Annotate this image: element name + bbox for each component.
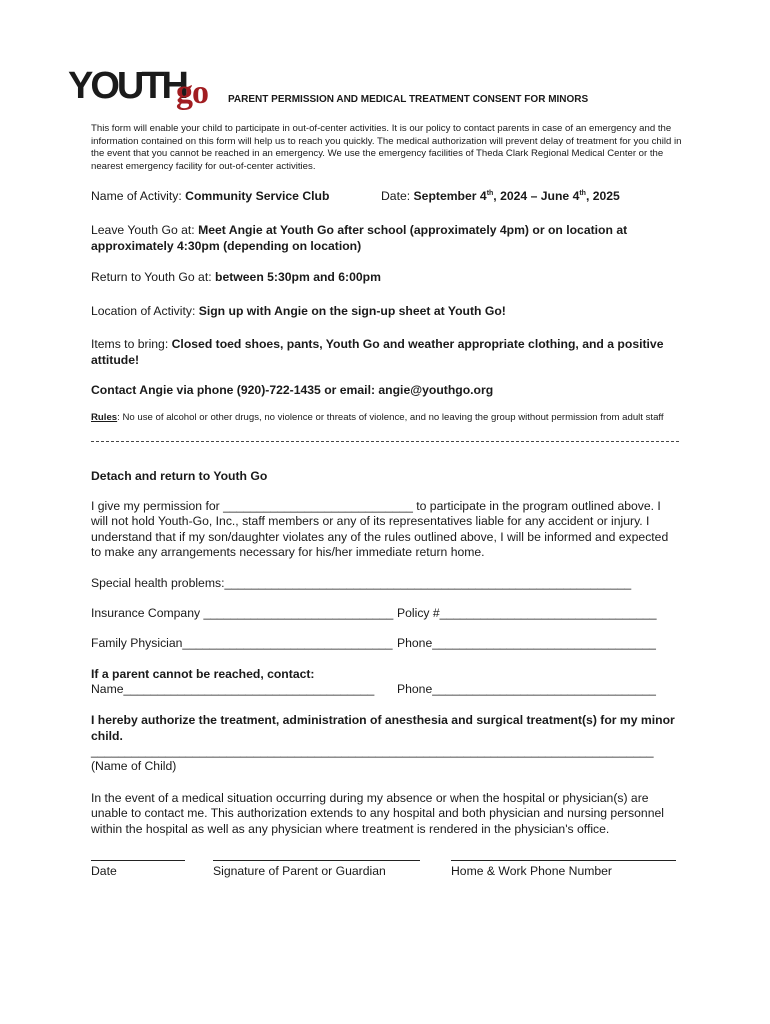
guardian-signature-line[interactable]: [213, 860, 420, 861]
physician-phone-field[interactable]: Phone_________________________________: [397, 636, 656, 650]
location-label: Location of Activity:: [91, 304, 196, 318]
emergency-contact-name-field[interactable]: Name_____________________________________: [91, 682, 375, 696]
policy-number-field[interactable]: Policy #________________________________: [397, 606, 657, 620]
date-label: Date: [91, 864, 117, 878]
home-work-phone-label: Home & Work Phone Number: [451, 864, 612, 878]
return-value: between 5:30pm and 6:00pm: [215, 270, 381, 284]
location-line: [91, 303, 506, 319]
contact-line: Contact Angie via phone (920)-722-1435 or email: angie@youthgo.org: [91, 383, 494, 397]
items-label: Items to bring:: [91, 337, 169, 351]
activity-name-value: Community Service Club: [185, 189, 330, 203]
family-physician-field[interactable]: Family Physician_______________________________: [91, 636, 393, 650]
date-end-sup: th: [579, 189, 586, 197]
child-name-label: (Name of Child): [91, 759, 177, 773]
form-title: PARENT PERMISSION AND MEDICAL TREATMENT CONSENT FOR MINORS: [228, 94, 589, 105]
date-signature-line[interactable]: [91, 860, 185, 861]
date-start-sup: th: [486, 189, 494, 197]
rules-text: : No use of alcohol or other drugs, no violence or threats of violence, and no leaving the group without permission from adult staff: [117, 412, 664, 423]
date-start: September 4: [413, 189, 487, 203]
detach-divider: [91, 441, 679, 442]
emergency-contact-heading: If a parent cannot be reached, contact:: [91, 667, 315, 681]
leave-value: Meet Angie at Youth Go after school (approximately 4pm) or on location at approximately 4:30pm (depending on location): [91, 223, 628, 253]
youthgo-logo: [68, 66, 218, 110]
date-mid: , 2024 – June 4: [493, 189, 580, 203]
activity-date-line: [381, 188, 620, 204]
insurance-company-field[interactable]: Insurance Company ____________________________: [91, 606, 394, 620]
location-value: Sign up with Angie on the sign-up sheet at Youth Go!: [198, 304, 506, 318]
signature-label: Signature of Parent or Guardian: [213, 864, 386, 878]
emergency-contact-phone-field[interactable]: Phone_________________________________: [397, 682, 656, 696]
medical-situation-paragraph: In the event of a medical situation occurring during my absence or when the hospital or physician(s) are unable to contact me. This authorization extends to any hospital and both physician and nursing personnel within the hospital as well as any physician where treatment is rendered in the physician's office.: [91, 791, 664, 836]
items-line: [91, 336, 671, 368]
activity-name-label: Name of Activity:: [91, 189, 182, 203]
rules-paragraph: [91, 412, 691, 425]
activity-name-line: [91, 188, 329, 204]
authorization-statement: I hereby authorize the treatment, administration of anesthesia and surgical treatment(s) for my minor child.: [91, 713, 675, 743]
activity-date-label: Date:: [381, 189, 411, 203]
child-name-field[interactable]: ___________________________________________________________________________________: [91, 744, 654, 758]
phone-signature-line[interactable]: [451, 860, 676, 861]
health-problems-field[interactable]: Special health problems:____________________________________________________________: [91, 576, 632, 590]
rules-label: Rules: [91, 412, 118, 423]
return-line: [91, 269, 381, 285]
return-label: Return to Youth Go at:: [91, 270, 212, 284]
logo-go-text: go: [176, 74, 208, 111]
logo-youth-text: YOUTH: [68, 65, 186, 107]
date-end: , 2025: [585, 189, 620, 203]
detach-heading: Detach and return to Youth Go: [91, 469, 268, 483]
leave-label: Leave Youth Go at:: [91, 223, 195, 237]
permission-paragraph: I give my permission for ____________________________ to participate in the program outlined above. I will not hold Youth-Go, Inc., staff members or any of its representatives liable for any accident or injury. I understand that if my son/daughter violates any of the rules outlined above, I will be informed and expected to make any arrangements necessary for his/her immediate return home.: [91, 499, 669, 560]
items-value: Closed toed shoes, pants, Youth Go and weather appropriate clothing, and a positive attitude!: [91, 337, 664, 367]
leave-line: [91, 222, 681, 254]
intro-paragraph: This form will enable your child to participate in out-of-center activities. It is our policy to contact parents in case of an emergency and the information contained on this form will help us to reach you quickly. The medical authorization will prevent delay of treatment for you child in the event that you cannot be reached in an emergency. We use the emergency facilities of Theda Clark Regional Medical Center or the nearest emergency facility for out-of-center activities.: [91, 123, 682, 172]
